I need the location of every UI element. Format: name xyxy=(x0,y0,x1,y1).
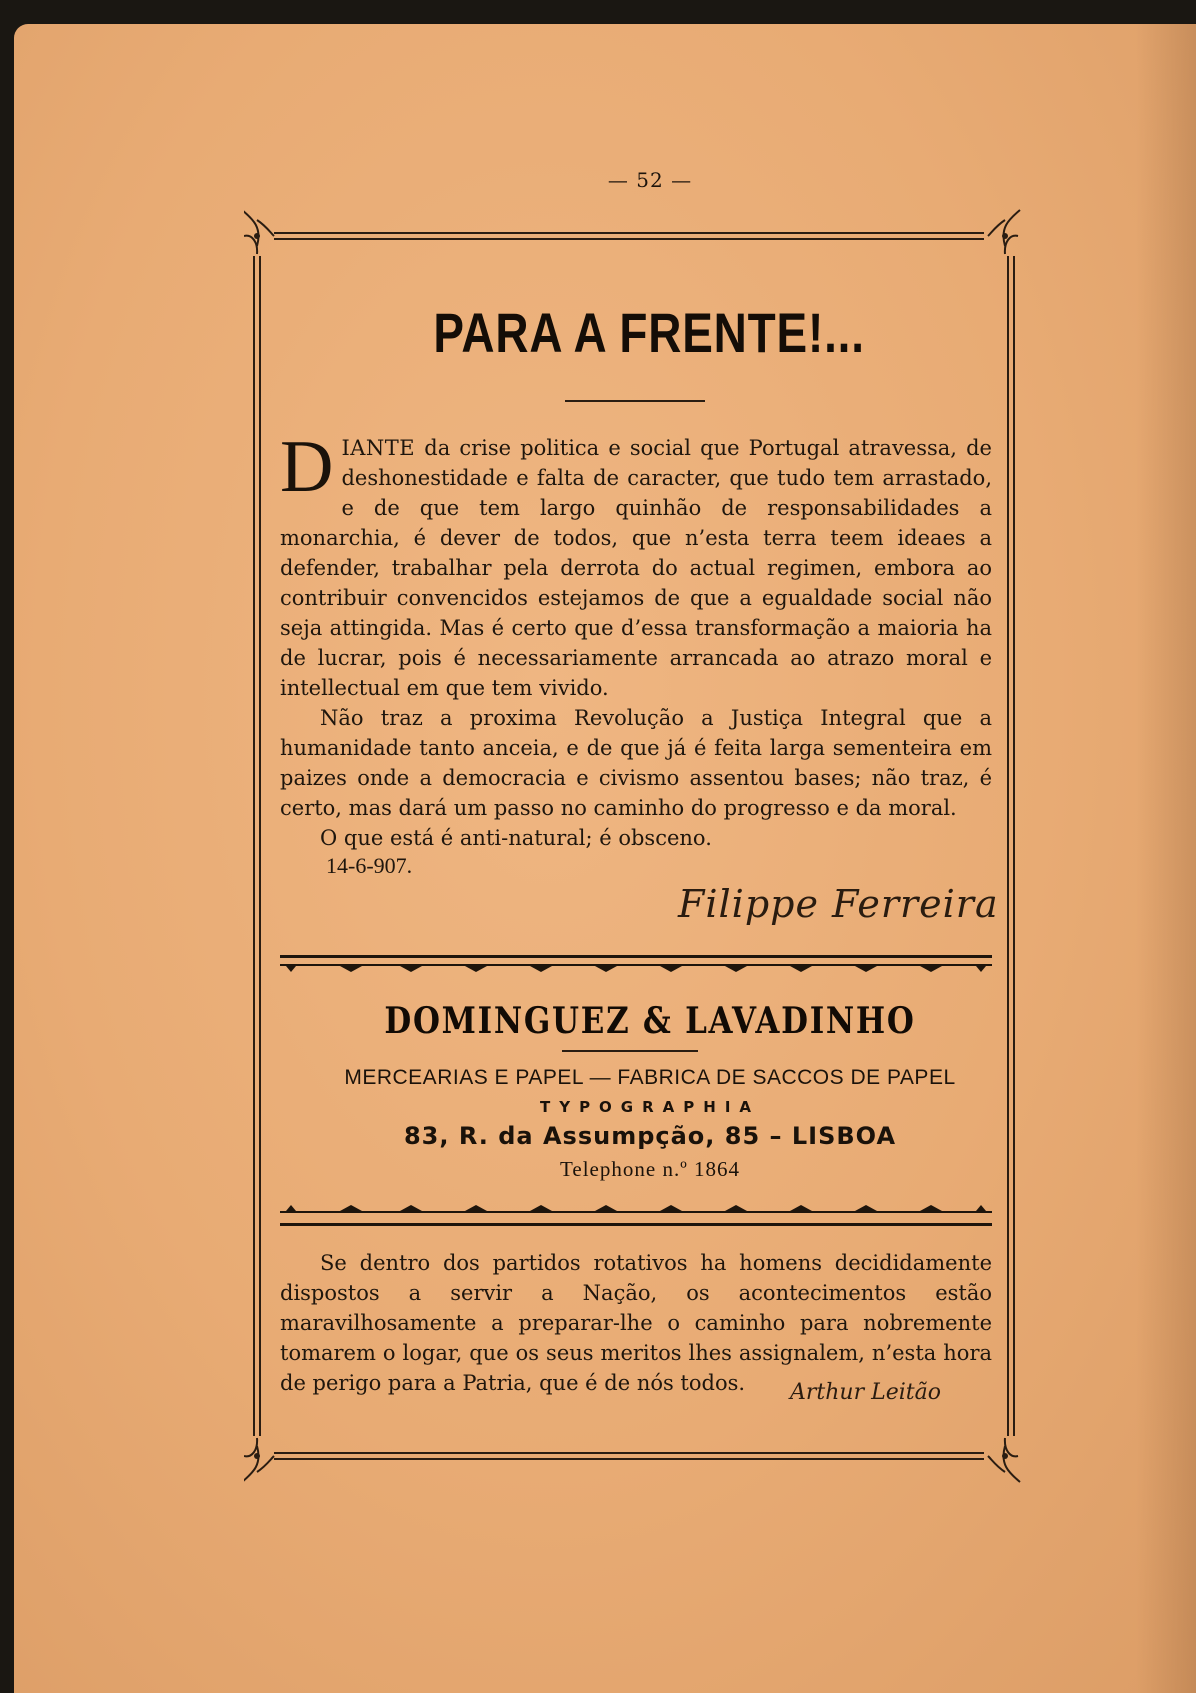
decorative-band-top xyxy=(280,963,992,977)
author-signature: Filippe Ferreira xyxy=(678,882,999,926)
page-number: — 52 — xyxy=(607,168,693,192)
page-edge-shadow xyxy=(1136,24,1196,1693)
second-article-paragraph: Se dentro dos partidos rotativos ha homens decididamente dispostos a servir a Nação, os acontecimentos estão maravilhosamente a preparar-lhe o caminho para nobremente tomarem o logar, que os seus meritos lhes assignalem, n’esta hora de perigo para a Patria, que é de nós todos. xyxy=(280,1251,992,1395)
second-author-signature: Arthur Leitão xyxy=(790,1380,941,1405)
drop-cap: D xyxy=(280,426,334,508)
advertisement-subtitle: MERCEARIAS E PAPEL — FABRICA DE SACCOS DE PAPEL xyxy=(344,1066,956,1089)
article-body xyxy=(280,426,992,853)
title-divider xyxy=(565,400,705,402)
advertisement-divider xyxy=(562,1050,698,1052)
article-title: PARA A FRENTE!... xyxy=(433,301,865,364)
section-rule-top xyxy=(280,955,992,958)
article-paragraph-3: O que está é anti-natural; é obsceno. xyxy=(320,826,712,850)
advertisement-typography: TYPOGRAPHIA xyxy=(539,1098,761,1116)
second-article-body xyxy=(280,1248,992,1398)
article-date: 14-6-907. xyxy=(326,853,413,878)
section-rule-bottom xyxy=(280,1223,992,1226)
advertisement-phone: Telephone n.º 1864 xyxy=(560,1157,740,1181)
paragraph-1-text: da crise politica e social que Portugal atravessa, de deshonestidade e falta de caracter, que tudo tem arrastado, e de que tem largo quinhão de responsabilidades a monarchia, é dever de todos, que n’esta terra teem ideaes a defender, trabalhar pela derrota do actual regimen, embora ao contribuir convencidos estejamos de que a egualdade social não seja attingida. Mas é certo que d’essa transformação a maioria ha de lucrar, pois é necessariamente arrancada ao atrazo moral e intellectual em que tem vivido. xyxy=(280,436,992,700)
advertisement-title: DOMINGUEZ & LAVADINHO xyxy=(384,1000,916,1042)
article-paragraph-1 xyxy=(280,426,992,703)
article-paragraph-2: Não traz a proxima Revolução a Justiça Integral que a humanidade tanto anceia, e de que já é feita larga sementeira em paizes onde a democracia e civismo assentou bases; não traz, é certo, mas dará um passo no caminho do progresso e da moral. xyxy=(280,706,992,820)
advertisement-address: 83, R. da Assumpção, 85 – LISBOA xyxy=(403,1122,897,1150)
lead-word: IANTE xyxy=(341,436,416,460)
decorative-band-bottom xyxy=(280,1200,992,1214)
